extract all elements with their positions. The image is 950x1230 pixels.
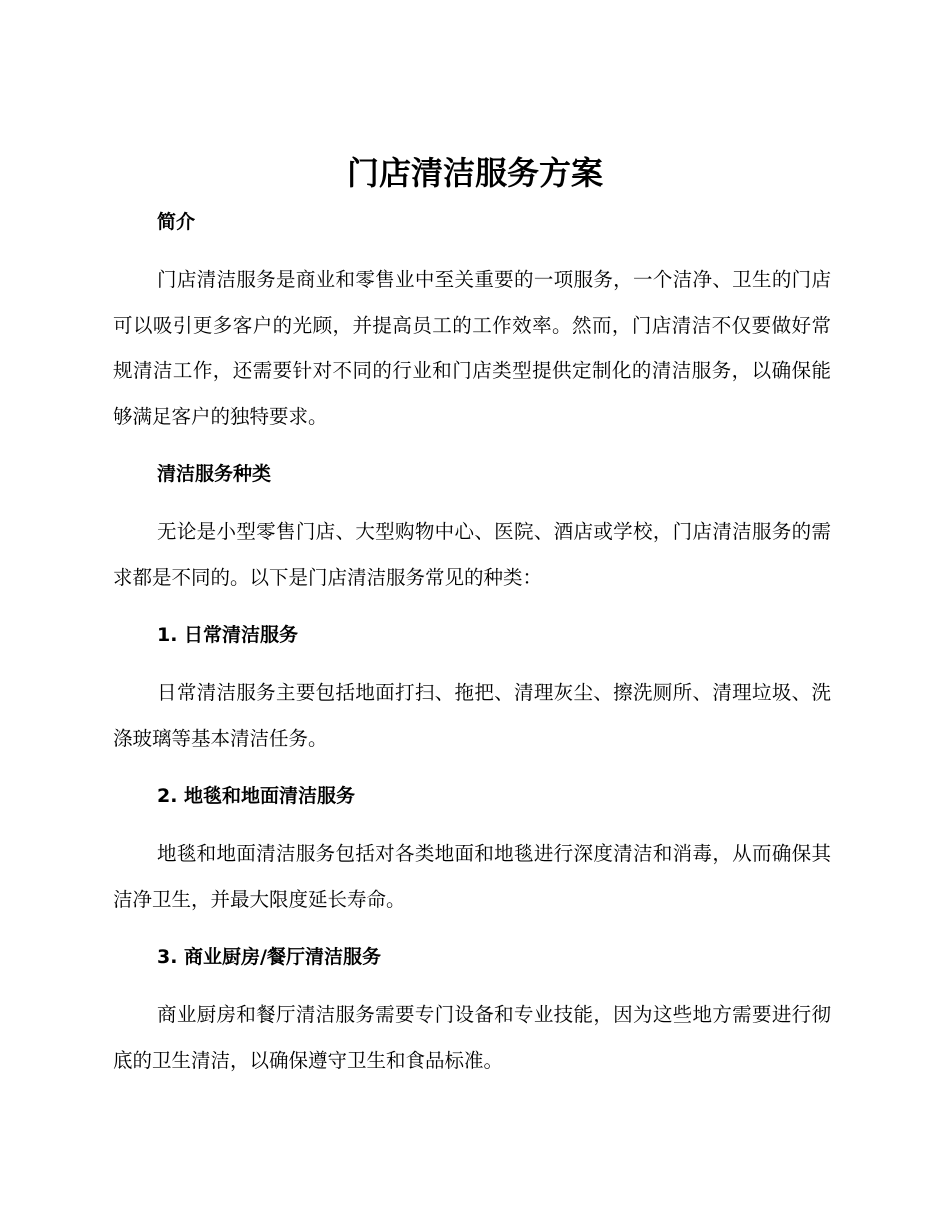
section-intro — [113, 201, 831, 453]
section-paragraph: 日常清洁服务主要包括地面打扫、拖把、清理灰尘、擦洗厕所、清理垃圾、洗涤玻璃等基本清洁任务。 — [113, 681, 831, 750]
document-title: 门店清洁服务方案 — [346, 154, 603, 192]
section-service-types — [113, 453, 831, 614]
section-kitchen-restaurant-cleaning — [113, 936, 831, 1083]
section-paragraph: 商业厨房和餐厅清洁服务需要专门设备和专业技能，因为这些地方需要进行彻底的卫生清洁，以确保遵守卫生和食品标准。 — [113, 1003, 831, 1072]
section-paragraph: 门店清洁服务是商业和零售业中至关重要的一项服务，一个洁净、卫生的门店可以吸引更多客户的光顾，并提高员工的工作效率。然而，门店清洁不仅要做好常规清洁工作，还需要针对不同的行业和门店类型提供定制化的清洁服务，以确保能够满足客户的独特要求。 — [113, 268, 831, 428]
section-heading: 1. 日常清洁服务 — [157, 624, 299, 646]
section-heading: 2. 地毯和地面清洁服务 — [157, 785, 356, 807]
document-body — [113, 201, 831, 1083]
section-paragraph: 无论是小型零售门店、大型购物中心、医院、酒店或学校，门店清洁服务的需求都是不同的。以下是门店清洁服务常见的种类： — [113, 520, 831, 589]
section-heading: 清洁服务种类 — [157, 463, 272, 485]
section-carpet-floor-cleaning — [113, 775, 831, 936]
section-paragraph: 地毯和地面清洁服务包括对各类地面和地毯进行深度清洁和消毒，从而确保其洁净卫生，并最大限度延长寿命。 — [113, 842, 831, 911]
section-daily-cleaning — [113, 614, 831, 775]
section-heading: 简介 — [157, 211, 196, 233]
section-heading: 3. 商业厨房/餐厅清洁服务 — [157, 946, 381, 968]
